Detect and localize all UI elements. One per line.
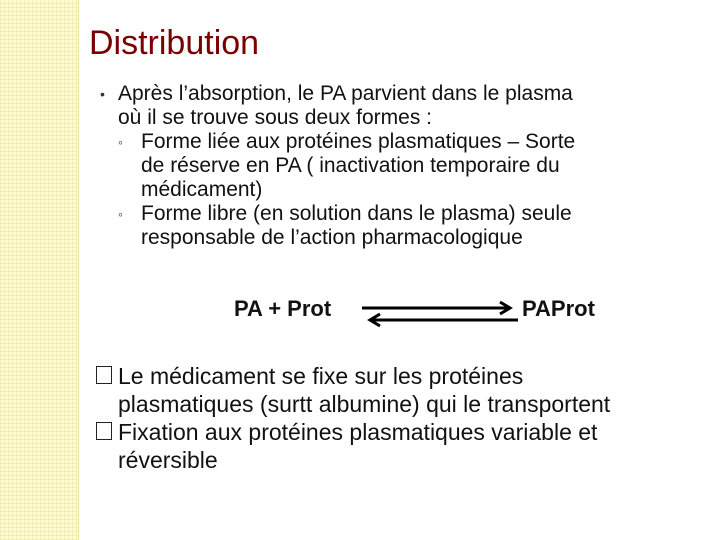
sub-bullet-free-form xyxy=(108,202,708,250)
missing-glyph-box-icon xyxy=(96,366,112,384)
binding-equilibrium xyxy=(0,294,720,334)
reactant-label: PA + Prot xyxy=(234,296,332,321)
sub-bullet-line: de réserve en PA ( inactivation temporaire du xyxy=(141,154,560,177)
ring-bullet-icon: ◦ xyxy=(118,134,123,150)
point-item xyxy=(96,418,706,474)
sub-bullet-line: Forme liée aux protéines plasmatiques – Sorte xyxy=(141,130,576,153)
lower-points xyxy=(96,362,706,474)
sub-bullet-bound-form xyxy=(108,130,708,202)
missing-glyph-box-icon xyxy=(96,422,112,440)
point-line: réversible xyxy=(118,447,218,473)
sub-bullet-line: Forme libre (en solution dans le plasma) seule xyxy=(141,202,572,225)
sub-bullet-line: responsable de l’action pharmacologique xyxy=(141,226,523,249)
sub-bullet-line: médicament) xyxy=(141,178,263,201)
slide-title: Distribution xyxy=(89,24,260,62)
bullet-line: Après l’absorption, le PA parvient dans le plasma xyxy=(118,82,573,105)
point-line: plasmatiques (surtt albumine) qui le transportent xyxy=(118,391,611,417)
ring-bullet-icon: ◦ xyxy=(118,206,123,222)
bullet-line: où il se trouve sous deux formes : xyxy=(118,106,432,129)
main-bullet xyxy=(100,82,708,250)
point-line: Le médicament se fixe sur les protéines xyxy=(118,363,524,389)
product-label: PAProt xyxy=(522,296,595,321)
equilibrium-arrows-icon xyxy=(360,298,520,328)
point-line: Fixation aux protéines plasmatiques variable et xyxy=(118,419,598,445)
point-item xyxy=(96,362,706,418)
decorative-side-strip xyxy=(0,0,79,540)
bullet-item xyxy=(100,82,708,130)
bullet-dot-icon: • xyxy=(100,86,105,102)
